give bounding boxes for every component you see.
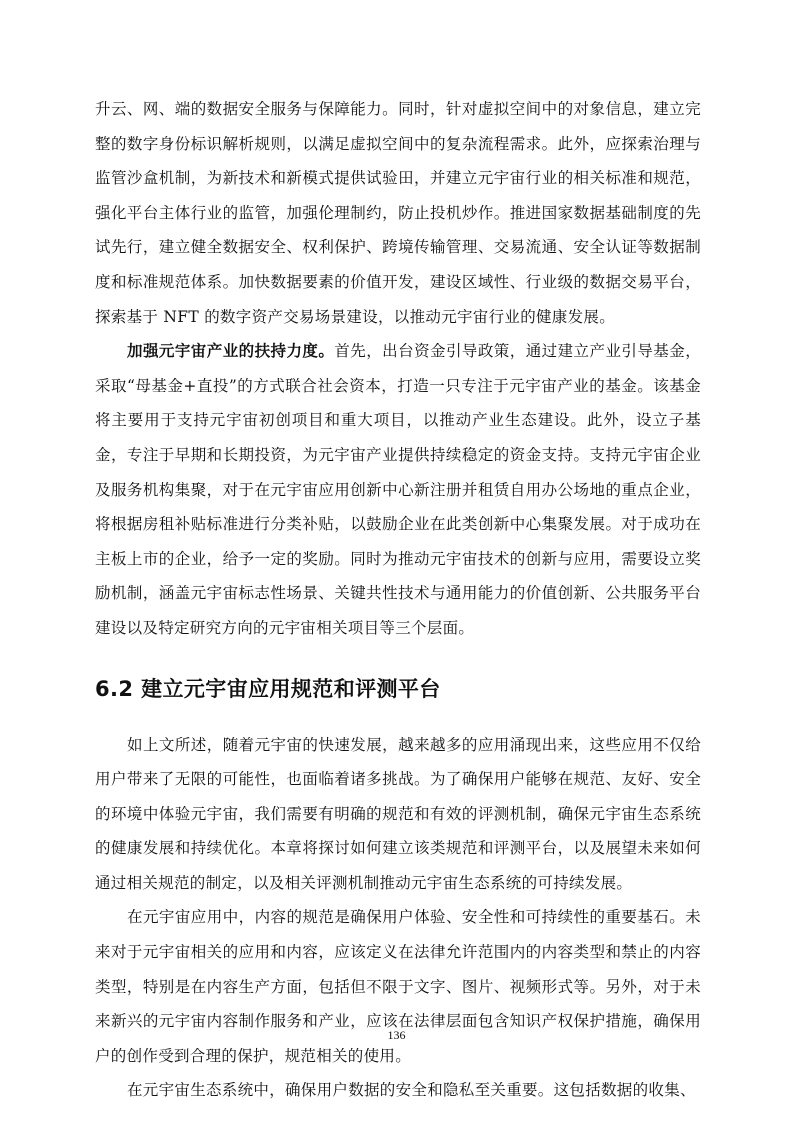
body-paragraph-continuation: 升云、网、端的数据安全服务与保障能力。同时，针对虚拟空间中的对象信息，建立完整的数字身份标识解析规则，以满足虚拟空间中的复杂流程需求。此外，应探索治理与监管沙盒机制，为新技术和新模式提供试验田，并建立元宇宙行业的相关标准和规范，强化平台主体行业的监管，加强伦理制约，防止投机炒作。推进国家数据基础制度的先试先行，建立健全数据安全、权利保护、跨境传输管理、交易流通、安全认证等数据制度和标准规范体系。加快数据要素的价值开发，建设区域性、行业级的数据交易平台，探索基于 NFT 的数字资产交易场景建设，以推动元宇宙行业的健康发展。 bbox=[95, 100, 701, 326]
body-paragraph-intro: 如上文所述，随着元宇宙的快速发展，越来越多的应用涌现出来，这些应用不仅给用户带来了无限的可能性，也面临着诸多挑战。为了确保用户能够在规范、友好、安全的环境中体验元宇宙，我们需要有明确的规范和有效的评测机制，确保元宇宙生态系统的健康发展和持续优化。本章将探讨如何建立该类规范和评测平台，以及展望未来如何通过相关规范的制定，以及相关评测机制推动元宇宙生态系统的可持续发展。 bbox=[95, 735, 701, 892]
body-paragraph-data-privacy: 在元宇宙生态系统中，确保用户数据的安全和隐私至关重要。这包括数据的收集、 bbox=[127, 1081, 696, 1100]
paragraph-body-text: 首先，出台资金引导政策，通过建立产业引导基金，采取“母基金+直投”的方式联合社会资本，打造一只专注于元宇宙产业的基金。该基金将主要用于支持元宇宙初创项目和重大项目，以推动产业生态建设。此外，设立子基金，专注于早期和长期投资，为元宇宙产业提供持续稳定的资金支持。支持元宇宙企业及服务机构集聚，对于在元宇宙应用创新中心新注册并租赁自用办公场地的重点企业，将根据房租补贴标准进行分类补贴，以鼓励企业在此类创新中心集聚发展。对于成功在主板上市的企业，给予一定的奖励。同时为推动元宇宙技术的创新与应用，需要设立奖励机制，涵盖元宇宙标志性场景、关键共性技术与通用能力的价值创新、公共服务平台建设以及特定研究方向的元宇宙相关项目等三个层面。 bbox=[95, 342, 701, 637]
document-page bbox=[95, 92, 701, 1108]
page-number: 136 bbox=[387, 1028, 406, 1042]
section-heading: 6.2 建立元宇宙应用规范和评测平台 bbox=[95, 676, 441, 701]
paragraph-lead-heading: 加强元宇宙产业的扶持力度。 bbox=[127, 341, 335, 361]
body-paragraph-content-norms: 在元宇宙应用中，内容的规范是确保用户体验、安全性和可持续性的重要基石。未来对于元宇宙相关的应用和内容，应该定义在法律允许范围内的内容类型和禁止的内容类型，特别是在内容生产方面，包括但不限于文字、图片、视频形式等。另外，对于未来新兴的元宇宙内容制作服务和产业，应该在法律层面包含知识产权保护措施，确保用户的创作受到合理的保护，规范相关的使用。 bbox=[95, 908, 701, 1065]
body-paragraph-industry-support bbox=[95, 334, 701, 645]
